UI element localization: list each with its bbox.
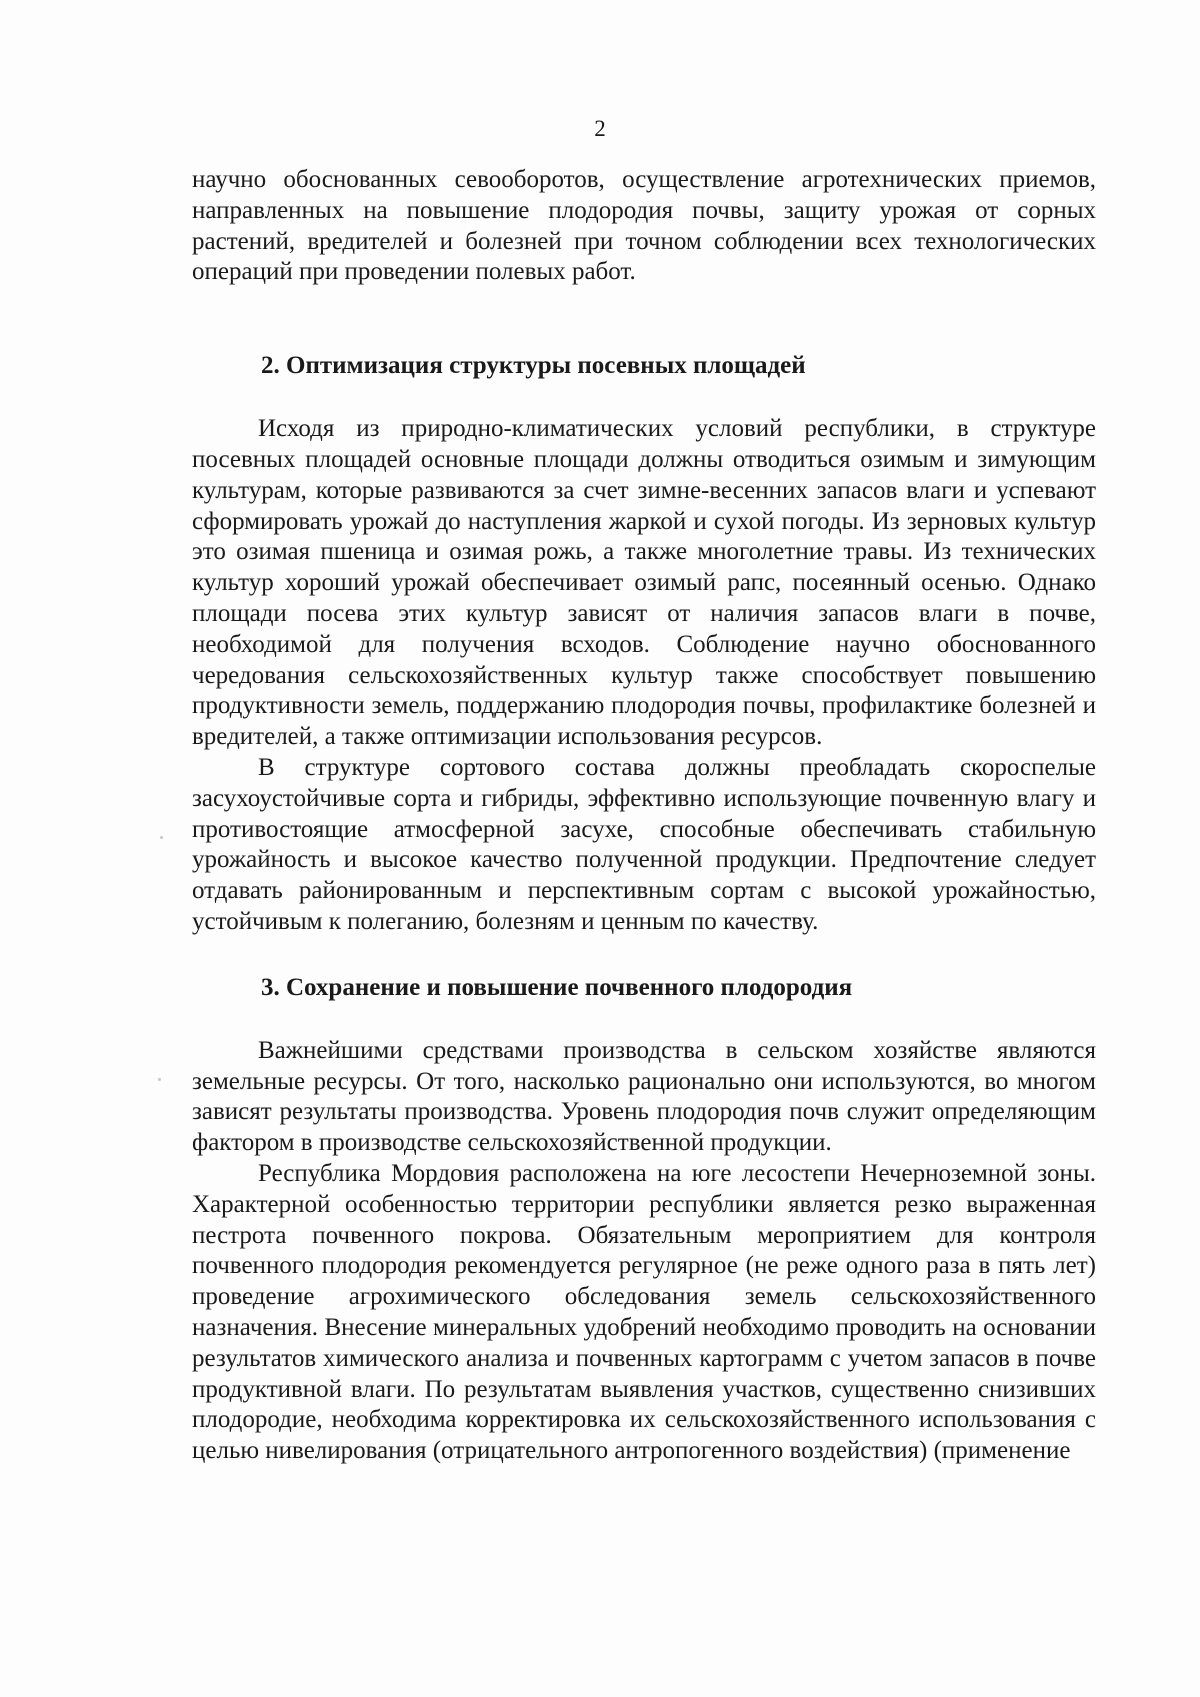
section-3-paragraph-1: Важнейшими средствами производства в сельском хозяйстве являются земельные ресурсы. От того, насколько рационально они используются, во многом зависят результаты производства. Уровень плодородия почв служит определяющим фактором в производстве сельскохозяйственной продукции. (192, 1036, 1096, 1157)
section-2-paragraph-1: Исходя из природно-климатических условий республики, в структуре посевных площадей основные площади должны отводиться озимым и зимующим культурам, которые развиваются за счет зимне-весенних запасов влаги и успевают сформировать урожай до наступления жаркой и сухой погоды. Из зерновых культур это озимая пшеница и озимая рожь, а также многолетние травы. Из технических культур хороший урожай обеспечивает озимый рапс, посеянный осенью. Однако площади посева этих культур зависят от наличия запасов влаги в почве, необходимой для получения всходов. Соблюдение научно обоснованного чередования сельскохозяйственных культур также способствует повышению продуктивности земель, поддержанию плодородия почвы, профилактике болезней и вредителей, а также оптимизации использования ресурсов. (192, 415, 1096, 751)
section-2-paragraph-2: В структуре сортового состава должны преобладать скороспелые засухоустойчивые сорта и гибриды, эффективно использующие почвенную влагу и противостоящие атмосферной засухе, способные обеспечивать стабильную урожайность и высокое качество полученной продукции. Предпочтение следует отдавать районированным и перспективным сортам с высокой урожайностью, устойчивым к полеганию, болезням и ценным по качеству. (192, 753, 1096, 935)
spacer (192, 381, 1096, 414)
spacer (192, 288, 1096, 351)
section-3-paragraph-2: Республика Мордовия расположена на юге лесостепи Нечерноземной зоны. Характерной особенностью территории республики является резко выраженная пестрота почвенного покрова. Обязательным мероприятием для контроля почвенного плодородия рекомендуется регулярное (не реже одного раза в пять лет) проведение агрохимического обследования земель сельскохозяйственного назначения. Внесение минеральных удобрений необходимо проводить на основании результатов химического анализа и почвенных картограмм с учетом запасов в почве продуктивной влаги. По результатам выявления участков, существенно снизивших плодородие, необходима корректировка их сельскохозяйственного использования с целью нивелирования (отрицательного антропогенного воздействия) (применение (192, 1159, 1096, 1465)
spacer (192, 938, 1096, 973)
scan-artifact (160, 836, 163, 839)
section-3-heading: 3. Сохранение и повышение почвенного плодородия (261, 973, 853, 1001)
page-number: 2 (594, 116, 606, 141)
scan-artifact (158, 1078, 161, 1081)
spacer (192, 1003, 1096, 1036)
section-2-heading: 2. Оптимизация структуры посевных площадей (261, 352, 806, 380)
intro-paragraph: научно обоснованных севооборотов, осуществление агротехнических приемов, направленных на повышение плодородия почвы, защиту урожая от сорных растений, вредителей и болезней при точном соблюдении всех технологических операций при проведении полевых работ. (192, 166, 1096, 286)
page-content (192, 165, 1096, 1467)
